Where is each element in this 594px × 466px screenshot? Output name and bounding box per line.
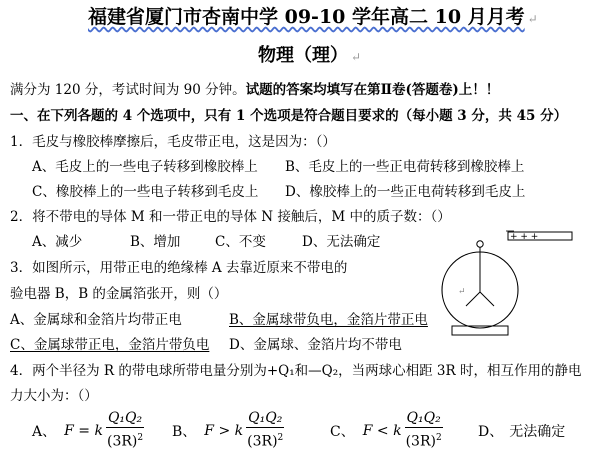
formula-numerator: Q₁Q₂ bbox=[248, 410, 283, 426]
denominator-base: (3R) bbox=[106, 433, 138, 450]
subject-title-text: 物理（理） bbox=[258, 45, 348, 66]
formula-denominator bbox=[406, 428, 442, 452]
return-mark-icon: ↵ bbox=[351, 50, 362, 64]
exam-title bbox=[88, 4, 538, 32]
electroscope-base bbox=[452, 326, 508, 335]
question-3-option-a: A、金属球和金箔片均带正电 bbox=[10, 312, 182, 328]
question-2-option-c: C、不变 bbox=[215, 234, 266, 250]
return-mark-icon: ↵ bbox=[458, 287, 466, 297]
exam-title-text: 福建省厦门市杏南中学 09-10 学年高二 10 月月考 bbox=[88, 6, 525, 28]
question-2-stem: 2．将不带电的导体 M 和一带正电的导体 N 接触后，M 中的质子数：（） bbox=[10, 209, 451, 225]
formula-numerator: Q₁Q₂ bbox=[107, 410, 143, 426]
denominator-exponent: 2 bbox=[277, 433, 284, 443]
option-text: 无法确定 bbox=[509, 424, 566, 440]
question-3-stem-line-1: 3．如图所示，用带正电的绝缘棒 A 去靠近原来不带电的 bbox=[10, 260, 348, 276]
option-label: B、 bbox=[172, 423, 197, 440]
question-1-stem: 1．毛皮与橡胶棒摩擦后，毛皮带正电，这是因为：（） bbox=[10, 134, 336, 150]
formula-lhs: F > k bbox=[204, 422, 244, 439]
option-label: A、 bbox=[32, 423, 57, 440]
question-4-stem-line-2: 力大小为：（） bbox=[10, 388, 98, 404]
subject-title bbox=[258, 44, 361, 69]
formula-fraction bbox=[246, 410, 284, 452]
question-4-option-b bbox=[172, 410, 284, 452]
foil-leaf-left bbox=[466, 292, 480, 306]
question-1-option-b: B、毛皮上的一些正电荷转移到橡胶棒上 bbox=[285, 159, 525, 175]
denominator-base: (3R) bbox=[247, 433, 278, 450]
return-mark-icon: ↵ bbox=[527, 12, 538, 26]
metal-ball bbox=[477, 241, 483, 247]
question-4-option-a bbox=[32, 410, 144, 452]
intro-bold-text: 试题的答案均填写在第Ⅱ卷(答题卷)上！！ bbox=[245, 82, 500, 98]
formula-numerator: Q₁Q₂ bbox=[406, 410, 441, 426]
question-4-option-d bbox=[478, 421, 565, 441]
question-4-stem-line-1: 4．两个半径为 R 的带电球所带电量分别为+Q₁和—Q₂，当两球心相距 3R 时，相互作用的静电 bbox=[10, 363, 582, 379]
formula-fraction bbox=[106, 410, 144, 452]
formula-denominator bbox=[107, 428, 143, 452]
rod-plus-signs: + + + bbox=[510, 232, 539, 242]
question-2-option-a: A、减少 bbox=[32, 234, 83, 250]
question-3-option-d: D、金属球、金箔片均不带电 bbox=[229, 337, 402, 353]
denominator-base: (3R) bbox=[405, 433, 436, 450]
foil-leaf-right bbox=[480, 292, 494, 306]
question-4-option-c bbox=[330, 410, 443, 452]
formula-lhs: F = k bbox=[64, 422, 103, 439]
question-1-option-c: C、橡胶棒上的一些电子转移到毛皮上 bbox=[32, 184, 259, 200]
question-1-option-d: D、橡胶棒上的一些正电荷转移到毛皮上 bbox=[285, 184, 526, 200]
formula-lhs: F < k bbox=[362, 422, 402, 439]
question-1-option-a: A、毛皮上的一些电子转移到橡胶棒上 bbox=[32, 159, 258, 175]
intro-normal-text: 满分为 120 分，考试时间为 90 分钟。 bbox=[10, 82, 246, 98]
electroscope-figure bbox=[438, 222, 578, 340]
denominator-exponent: 2 bbox=[435, 433, 442, 443]
exam-intro bbox=[10, 80, 499, 100]
formula-denominator bbox=[247, 428, 283, 452]
section-heading: 一、在下列各题的 4 个选项中，只有 1 个选项是符合题目要求的（每小题 3 分，共 45 分） bbox=[10, 108, 568, 124]
option-label: C、 bbox=[330, 423, 355, 440]
question-2-option-b: B、增加 bbox=[130, 234, 181, 250]
question-3-option-b: B、金属球带负电，金箔片带正电 bbox=[229, 312, 428, 328]
formula-fraction bbox=[405, 410, 443, 452]
denominator-exponent: 2 bbox=[137, 433, 144, 443]
option-label: D、 bbox=[478, 424, 504, 440]
question-3-stem-line-2: 验电器 B，B 的金属箔张开，则（） bbox=[10, 286, 228, 302]
question-3-option-c: C、金属球带正电，金箔片带负电 bbox=[10, 337, 210, 353]
question-2-option-d: D、无法确定 bbox=[302, 234, 381, 250]
